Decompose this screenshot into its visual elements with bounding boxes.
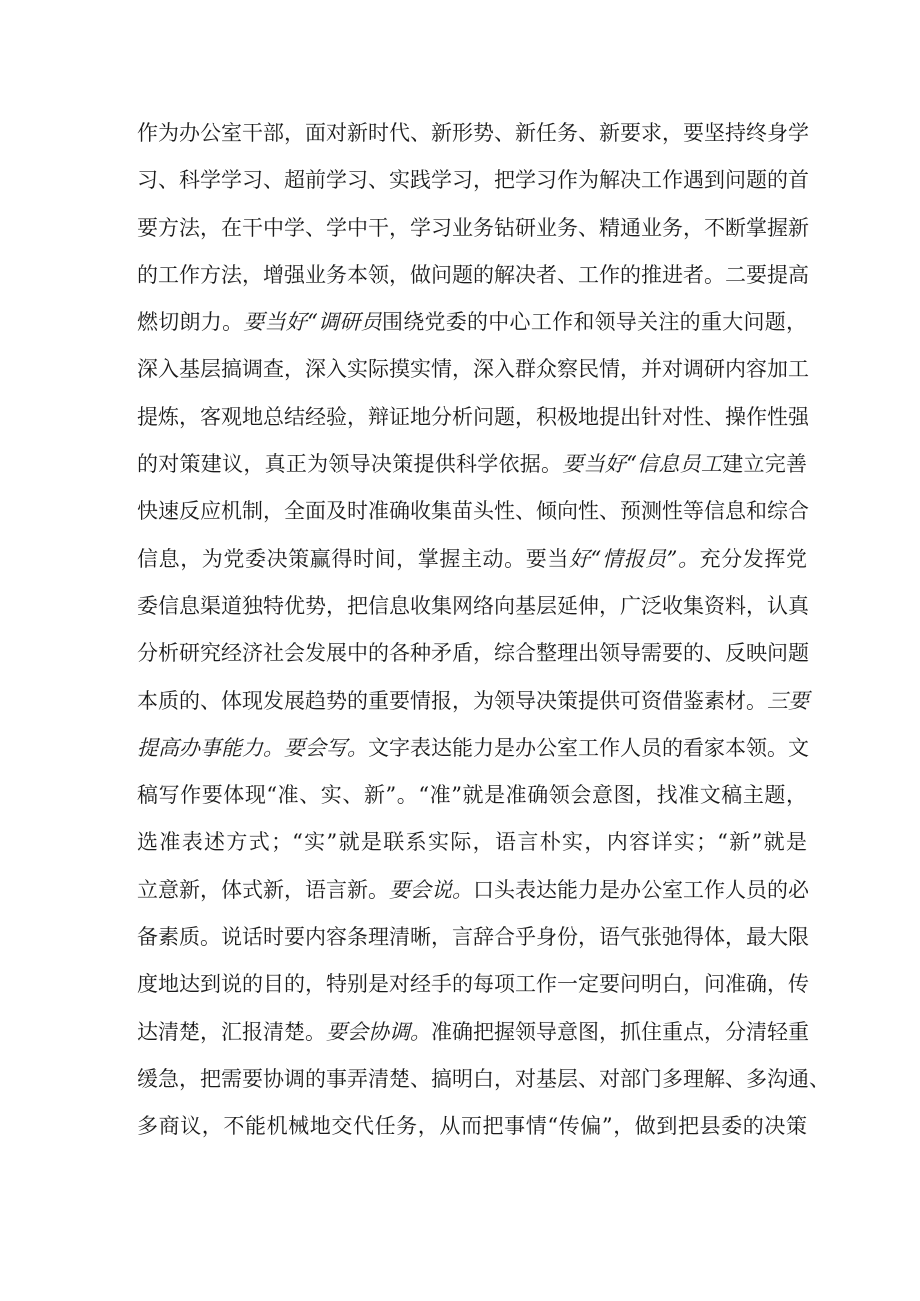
text-line — [137, 678, 807, 725]
text-line — [137, 346, 807, 393]
text-line — [137, 630, 807, 677]
text-line — [137, 1009, 807, 1056]
text-segment: 燃切朗力。 — [137, 310, 244, 335]
emphasized-text: 三要 — [767, 688, 809, 713]
text-line — [137, 536, 807, 583]
text-segment: 缓急，把需要协调的事弄清楚、搞明白，对基层、对部门多理解、多沟通、 — [137, 1066, 830, 1091]
text-segment: 本质的、体现发展趋势的重要情报，为领导决策提供可资借鉴素材。 — [137, 688, 767, 713]
text-segment: 的对策建议，真正为领导决策提供科学依据。 — [137, 452, 563, 477]
text-line — [137, 488, 807, 535]
text-segment: 建立完善 — [722, 452, 808, 477]
text-segment: 多商议，不能机械地交代任务，从而把事情“传偏”，做到把县委的决策 — [137, 1114, 807, 1139]
text-line — [137, 583, 807, 630]
text-segment: 的工作方法，增强业务本领，做问题的解决者、工作的推进者。二要提高 — [137, 262, 809, 287]
text-line — [137, 914, 807, 961]
text-line — [137, 205, 807, 252]
text-segment: 文字表达能力是办公室工作人员的看家本领。文 — [368, 735, 809, 760]
text-line — [137, 441, 807, 488]
text-line — [137, 252, 807, 299]
text-segment: 信息，为党委决策赢得时间，掌握主动。要当 — [137, 546, 569, 571]
emphasized-text: 提高办事能力。要会写。 — [137, 735, 368, 760]
text-line — [137, 1056, 830, 1103]
text-line — [137, 299, 807, 346]
text-segment: 作为办公室干部，面对新时代、新形势、新任务、新要求，要坚持终身学 — [137, 121, 809, 145]
text-segment: 充分发挥党 — [699, 546, 807, 571]
text-segment: 提炼，客观地总结经验，辩证地分析问题，积极地提出针对性、操作性强 — [137, 404, 809, 429]
text-segment: 达清楚，汇报清楚。 — [137, 1019, 326, 1044]
text-line — [137, 157, 807, 204]
text-line — [137, 110, 807, 157]
emphasized-text: 好“情报员”。 — [568, 546, 700, 571]
text-segment: 备素质。说话时要内容条理清晰，言辞合乎身份，语气张弛得体，最大限 — [137, 925, 809, 950]
text-segment: 度地达到说的目的，特别是对经手的每项工作一定要问明白，问准确，传 — [137, 972, 809, 997]
text-line — [137, 394, 807, 441]
text-segment: 准确把握领导意图，抓住重点，分清轻重 — [431, 1019, 809, 1044]
text-segment: 快速反应机制，全面及时准确收集苗头性、倾向性、预测性等信息和综合 — [137, 499, 809, 524]
emphasized-text: 要当好“调研员 — [243, 310, 382, 335]
text-segment: 深入基层搞调查，深入实际摸实情，深入群众察民情，并对调研内容加工 — [137, 357, 809, 382]
text-segment: 选准表述方式；“实”就是联系实际，语言朴实，内容详实；“新”就是 — [137, 830, 807, 855]
emphasized-text: 要会协调。 — [326, 1019, 431, 1044]
emphasized-text: 要当好“信息员工 — [562, 452, 723, 477]
text-line — [137, 961, 807, 1008]
text-line — [137, 772, 807, 819]
text-line — [137, 867, 807, 914]
text-segment: 习、科学学习、超前学习、实践学习，把学习作为解决工作遇到问题的首 — [137, 168, 809, 193]
text-segment: 委信息渠道独特优势，把信息收集网络向基层延伸，广泛收集资料，认真 — [137, 593, 809, 618]
text-segment: 稿写作要体现“准、实、新”。“准”就是准确领会意图，找准文稿主题， — [137, 783, 807, 808]
text-segment: 口头表达能力是办公室工作人员的必 — [473, 877, 809, 902]
text-line — [137, 819, 807, 866]
text-segment: 要方法，在干中学、学中干，学习业务钻研业务、精通业务，不断掌握新 — [137, 215, 809, 240]
body-paragraph — [137, 110, 830, 1151]
text-segment: 分析研究经济社会发展中的各种矛盾，综合整理出领导需要的、反映问题 — [137, 641, 809, 666]
text-line — [137, 1103, 807, 1150]
text-line — [137, 725, 807, 772]
emphasized-text: 要会说。 — [389, 877, 473, 902]
text-segment: 立意新，体式新，语言新。 — [137, 877, 389, 902]
text-segment: 围绕党委的中心工作和领导关注的重大问题， — [381, 310, 808, 335]
